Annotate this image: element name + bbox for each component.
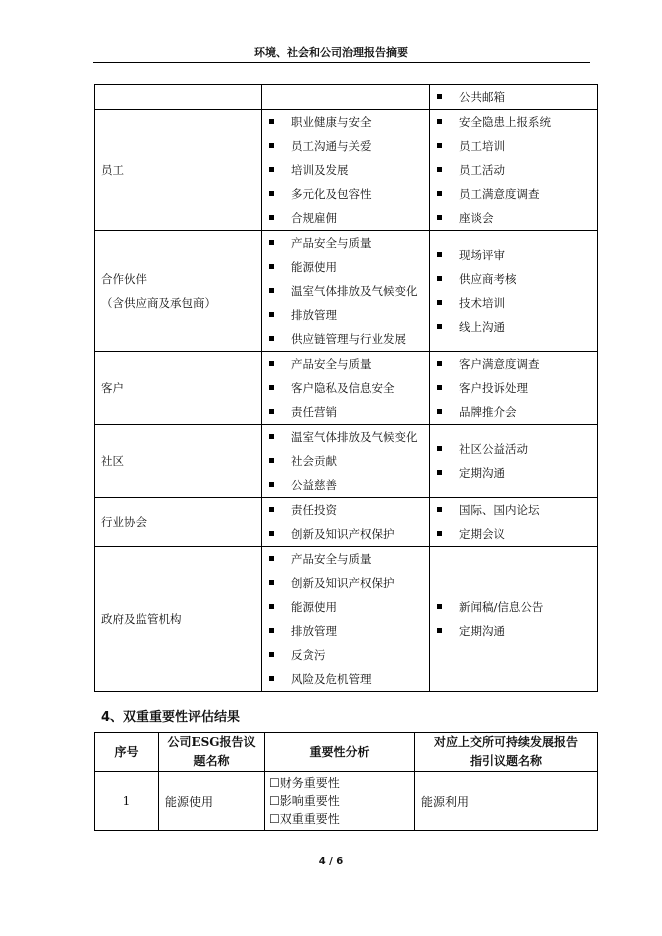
header-materiality-analysis: 重要性分析 bbox=[265, 733, 415, 772]
channel-item: 公共邮箱 bbox=[430, 85, 597, 109]
topic-item: 员工沟通与关爱 bbox=[262, 134, 429, 158]
topic-item: 培训及发展 bbox=[262, 158, 429, 182]
header-rule bbox=[93, 62, 590, 63]
stakeholder-row bbox=[95, 498, 598, 547]
row-index: 1 bbox=[95, 772, 159, 831]
stakeholder-topics bbox=[262, 425, 430, 498]
header-esg-topic: 公司ESG报告议 题名称 bbox=[159, 733, 265, 772]
stakeholder-name-text: 合作伙伴 bbox=[101, 272, 147, 286]
analysis-option: ☐双重重要性 bbox=[269, 812, 340, 826]
channel-item: 技术培训 bbox=[430, 291, 597, 315]
header-sse-topic: 对应上交所可持续发展报告 指引议题名称 bbox=[415, 733, 598, 772]
stakeholder-name bbox=[95, 498, 262, 547]
channel-item: 社区公益活动 bbox=[430, 437, 597, 461]
topic-item: 反贪污 bbox=[262, 643, 429, 667]
topic-item: 客户隐私及信息安全 bbox=[262, 376, 429, 400]
channel-item: 安全隐患上报系统 bbox=[430, 110, 597, 134]
channel-item: 员工培训 bbox=[430, 134, 597, 158]
channel-item: 座谈会 bbox=[430, 206, 597, 230]
topic-item: 温室气体排放及气候变化 bbox=[262, 425, 429, 449]
stakeholder-channels bbox=[430, 425, 598, 498]
topic-item: 职业健康与安全 bbox=[262, 110, 429, 134]
topic-item: 产品安全与质量 bbox=[262, 231, 429, 255]
stakeholder-channels bbox=[430, 352, 598, 425]
stakeholder-name-text: 员工 bbox=[101, 163, 124, 177]
stakeholder-topics bbox=[262, 110, 430, 231]
stakeholder-name bbox=[95, 231, 262, 352]
materiality-header-row bbox=[95, 733, 598, 772]
stakeholder-name bbox=[95, 110, 262, 231]
materiality-row bbox=[95, 772, 598, 831]
channel-item: 现场评审 bbox=[430, 243, 597, 267]
topic-item: 产品安全与质量 bbox=[262, 352, 429, 376]
stakeholder-channels bbox=[430, 110, 598, 231]
channel-item: 员工活动 bbox=[430, 158, 597, 182]
channel-item: 国际、国内论坛 bbox=[430, 498, 597, 522]
analysis-option: ☐影响重要性 bbox=[269, 794, 340, 808]
stakeholder-name-text: 客户 bbox=[101, 381, 124, 395]
topic-item: 排放管理 bbox=[262, 619, 429, 643]
topic-item: 创新及知识产权保护 bbox=[262, 571, 429, 595]
header-index: 序号 bbox=[95, 733, 159, 772]
stakeholder-name-text: 社区 bbox=[101, 454, 124, 468]
checkbox-icon: ☐ bbox=[269, 812, 280, 826]
materiality-table bbox=[94, 732, 598, 831]
topic-item: 合规雇佣 bbox=[262, 206, 429, 230]
stakeholder-table bbox=[94, 84, 598, 692]
stakeholder-row bbox=[95, 352, 598, 425]
topic-item: 产品安全与质量 bbox=[262, 547, 429, 571]
checkbox-icon: ☐ bbox=[269, 776, 280, 790]
topic-item: 公益慈善 bbox=[262, 473, 429, 497]
stakeholder-channels bbox=[430, 231, 598, 352]
stakeholder-topics bbox=[262, 85, 430, 110]
channel-item: 客户满意度调查 bbox=[430, 352, 597, 376]
topic-item: 温室气体排放及气候变化 bbox=[262, 279, 429, 303]
row-materiality-analysis bbox=[265, 772, 415, 831]
stakeholder-topics bbox=[262, 498, 430, 547]
topic-item: 供应链管理与行业发展 bbox=[262, 327, 429, 351]
channel-item: 定期会议 bbox=[430, 522, 597, 546]
topic-item: 创新及知识产权保护 bbox=[262, 522, 429, 546]
topic-item: 排放管理 bbox=[262, 303, 429, 327]
stakeholder-name bbox=[95, 352, 262, 425]
channel-item: 供应商考核 bbox=[430, 267, 597, 291]
stakeholder-name-text: 政府及监管机构 bbox=[101, 612, 182, 626]
channel-item: 客户投诉处理 bbox=[430, 376, 597, 400]
stakeholder-topics bbox=[262, 352, 430, 425]
stakeholder-name-text: 行业协会 bbox=[101, 515, 147, 529]
stakeholder-name bbox=[95, 425, 262, 498]
row-esg-topic: 能源使用 bbox=[159, 772, 265, 831]
stakeholder-row bbox=[95, 231, 598, 352]
analysis-option: ☐财务重要性 bbox=[269, 776, 340, 790]
row-sse-topic: 能源利用 bbox=[415, 772, 598, 831]
topic-item: 责任投资 bbox=[262, 498, 429, 522]
stakeholder-name-subtext: （含供应商及承包商） bbox=[101, 296, 216, 310]
stakeholder-topics bbox=[262, 231, 430, 352]
stakeholder-name bbox=[95, 547, 262, 692]
stakeholder-name bbox=[95, 85, 262, 110]
channel-item: 员工满意度调查 bbox=[430, 182, 597, 206]
stakeholder-row bbox=[95, 547, 598, 692]
topic-item: 风险及危机管理 bbox=[262, 667, 429, 691]
page-number: 4 / 6 bbox=[318, 856, 344, 867]
stakeholder-channels bbox=[430, 85, 598, 110]
document-header: 环境、社会和公司治理报告摘要 bbox=[254, 46, 408, 59]
channel-item: 定期沟通 bbox=[430, 461, 597, 485]
topic-item: 多元化及包容性 bbox=[262, 182, 429, 206]
stakeholder-channels bbox=[430, 498, 598, 547]
channel-item: 品牌推介会 bbox=[430, 400, 597, 424]
stakeholder-row bbox=[95, 425, 598, 498]
checkbox-icon: ☐ bbox=[269, 794, 280, 808]
topic-item: 社会贡献 bbox=[262, 449, 429, 473]
stakeholder-row bbox=[95, 85, 598, 110]
channel-item: 定期沟通 bbox=[430, 619, 597, 643]
topic-item: 责任营销 bbox=[262, 400, 429, 424]
stakeholder-row bbox=[95, 110, 598, 231]
channel-item: 线上沟通 bbox=[430, 315, 597, 339]
topic-item: 能源使用 bbox=[262, 255, 429, 279]
topic-item: 能源使用 bbox=[262, 595, 429, 619]
stakeholder-channels bbox=[430, 547, 598, 692]
stakeholder-topics bbox=[262, 547, 430, 692]
channel-item: 新闻稿/信息公告 bbox=[430, 595, 597, 619]
section-title: 4、双重重要性评估结果 bbox=[101, 710, 241, 725]
